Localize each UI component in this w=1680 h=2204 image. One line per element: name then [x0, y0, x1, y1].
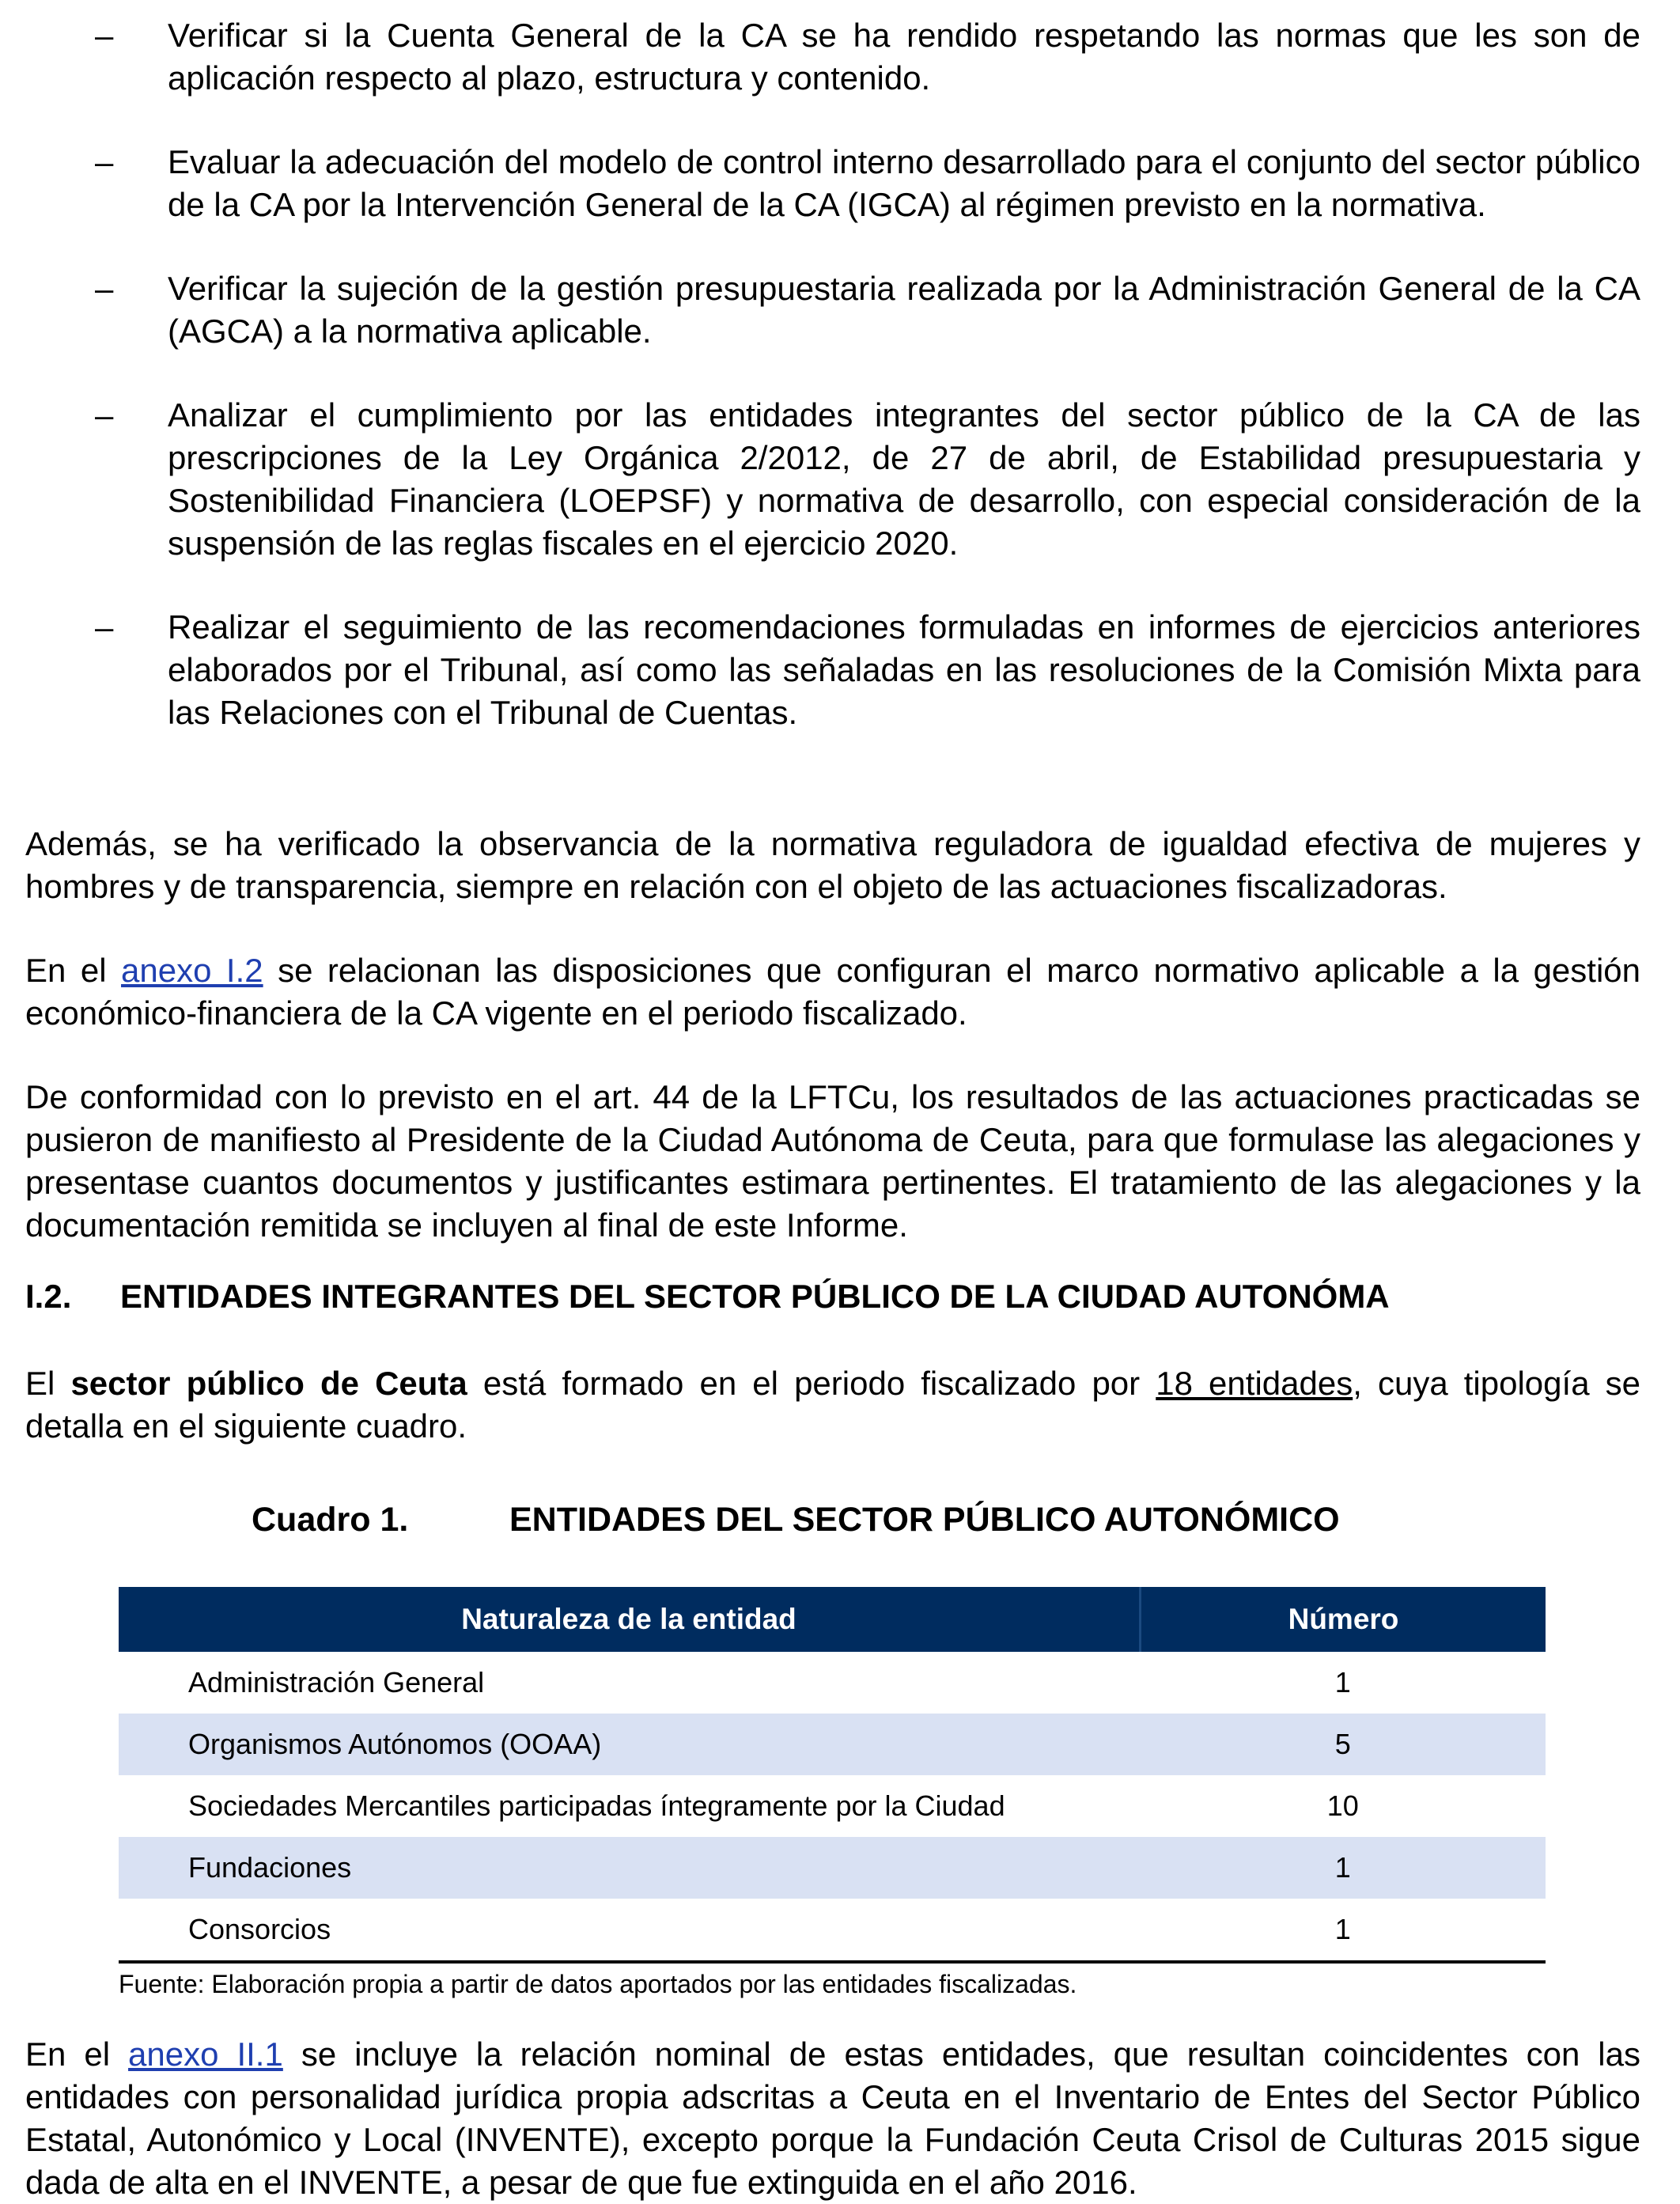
cell-label: Consorcios	[119, 1899, 1141, 1962]
list-item	[0, 141, 1680, 226]
list-item	[0, 14, 1680, 100]
section-heading	[25, 1275, 1640, 1318]
list-item-text: Analizar el cumplimiento por las entidades integrantes del sector público de la CA de las prescripciones de la Ley Orgánica 2/2012, de 27 de abril, de Estabilidad presupuestaria y Sostenibilidad Financiera (LOEPSF) y normativa de desarrollo, con especial consideración de la suspensión de las reglas fiscales en el ejercicio 2020.	[168, 396, 1640, 562]
anexo-ii1-link[interactable]: anexo II.1	[128, 2035, 283, 2073]
list-item-text: Evaluar la adecuación del modelo de control interno desarrollado para el conjunto del sector público de la CA por la Intervención General de la CA (IGCA) al régimen previsto en la normativa.	[168, 143, 1640, 223]
list-item-text: Verificar la sujeción de la gestión presupuestaria realizada por la Administración General de la CA (AGCA) a la normativa aplicable.	[168, 270, 1640, 350]
cell-value: 1	[1334, 1666, 1351, 1698]
text-segment: El	[25, 1365, 71, 1402]
column-header-numero: Número	[1141, 1587, 1546, 1652]
bullet-dash: –	[95, 270, 114, 307]
cell-value: 1	[1141, 1837, 1546, 1899]
text-segment: se relacionan las disposiciones que configuran el marco normativo aplicable a la gestión económico-financiera de la CA vigente en el periodo fiscalizado.	[25, 952, 1640, 1032]
paragraph-anexo-i2	[25, 949, 1640, 1035]
text-segment: se incluye la relación nominal de estas entidades, que resultan coincidentes con las entidades con personalidad jurídica propia adscritas a Ceuta en el Inventario de Entes del Sector Público Estatal, Autonómico y Local (INVENTE), excepto porque la Fundación Ceuta Crisol de Culturas 2015 sigue dada de alta en el INVENTE, a pesar de que fue extinguida en el año 2016.	[25, 2035, 1640, 2201]
cell-label: Sociedades Mercantiles participadas íntegramente por la Ciudad	[188, 1789, 1005, 1822]
bold-text: sector público de Ceuta	[70, 1365, 467, 1402]
cell-label: Organismos Autónomos (OOAA)	[119, 1714, 1141, 1775]
cell-label: Fundaciones	[119, 1837, 1141, 1899]
section-number: I.2.	[25, 1278, 72, 1315]
cell-value: 1	[1141, 1899, 1546, 1962]
list-item	[0, 267, 1680, 353]
table-row	[119, 1775, 1546, 1837]
table-row	[119, 1837, 1546, 1899]
bullet-dash: –	[95, 143, 114, 180]
paragraph-ademas: Además, se ha verificado la observancia de la normativa reguladora de igualdad efectiva de mujeres y hombres y de transparencia, siempre en relación con el objeto de las actuaciones fiscalizadoras.	[25, 825, 1640, 905]
table-caption	[252, 1498, 1340, 1541]
bullet-dash: –	[95, 17, 114, 54]
objectives-list	[0, 14, 1680, 775]
cell-value: 5	[1141, 1714, 1546, 1775]
table-row	[119, 1652, 1546, 1714]
cell-value: 10	[1326, 1789, 1359, 1822]
paragraph-sector-publico	[25, 1362, 1640, 1448]
list-item	[0, 606, 1680, 734]
paragraph-anexo-ii1	[25, 2033, 1640, 2204]
bullet-dash: –	[95, 608, 114, 646]
table-row	[119, 1714, 1546, 1775]
section-title: ENTIDADES INTEGRANTES DEL SECTOR PÚBLICO DE LA CIUDAD AUTONÓMA	[120, 1278, 1390, 1315]
caption-number: Cuadro 1.	[252, 1501, 409, 1539]
list-item	[0, 394, 1680, 565]
entities-table	[119, 1587, 1546, 1964]
paragraph-conformidad: De conformidad con lo previsto en el art. 44 de la LFTCu, los resultados de las actuaciones practicadas se pusieron de manifiesto al Presidente de la Ciudad Autónoma de Ceuta, para que formulase las alegaciones y presentase cuantos documentos y justificantes estimara pertinentes. El tratamiento de las alegaciones y la documentación remitida se incluyen al final de este Informe.	[25, 1078, 1640, 1244]
caption-title: ENTIDADES DEL SECTOR PÚBLICO AUTONÓMICO	[509, 1501, 1340, 1539]
table-source-note: Fuente: Elaboración propia a partir de datos aportados por las entidades fiscalizadas.	[119, 1970, 1077, 1998]
table-row	[119, 1899, 1546, 1962]
list-item-text: Verificar si la Cuenta General de la CA se ha rendido respetando las normas que les son de aplicación respecto al plazo, estructura y contenido.	[168, 17, 1640, 97]
column-header-naturaleza: Naturaleza de la entidad	[119, 1587, 1141, 1652]
anexo-i2-link[interactable]: anexo I.2	[121, 952, 263, 989]
text-segment: está formado en el periodo fiscalizado por	[467, 1365, 1156, 1402]
table-header-row	[119, 1587, 1546, 1652]
cell-label: Administración General	[188, 1666, 485, 1698]
underlined-text: 18 entidades	[1156, 1365, 1353, 1402]
text-segment: En el	[25, 952, 122, 989]
text-segment: , cuya tipología se detalla en el siguiente cuadro.	[25, 1365, 1640, 1445]
bullet-dash: –	[95, 396, 114, 434]
list-item-text: Realizar el seguimiento de las recomendaciones formuladas en informes de ejercicios anteriores elaborados por el Tribunal, así como las señaladas en las resoluciones de la Comisión Mixta para las Relaciones con el Tribunal de Cuentas.	[168, 608, 1640, 731]
text-segment: En el	[25, 2035, 129, 2073]
